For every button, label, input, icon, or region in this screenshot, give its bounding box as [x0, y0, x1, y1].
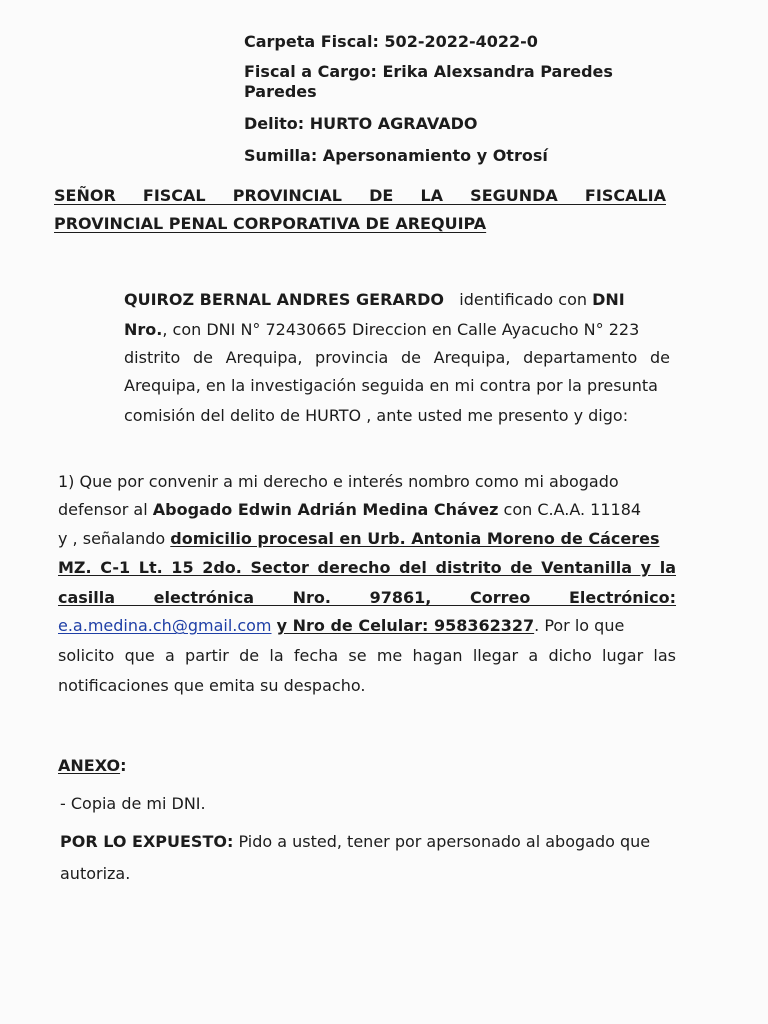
anexo-item: - Copia de mi DNI.	[60, 794, 206, 813]
addressee-line-2: PROVINCIAL PENAL CORPORATIVA DE AREQUIPA	[54, 214, 487, 233]
prosecutor-line-1: Fiscal a Cargo: Erika Alexsandra Paredes	[244, 62, 613, 81]
point1-line-7: solicito que a partir de la fecha se me hagan llegar a dicho lugar las	[58, 646, 676, 665]
intro-line-1: QUIROZ BERNAL ANDRES GERARDO identificado con DNI	[124, 290, 625, 309]
anexo-heading: ANEXO:	[58, 756, 127, 775]
intro-line-2: Nro., con DNI N° 72430665 Direccion en Calle Ayacucho N° 223	[124, 320, 640, 339]
point1-line-6: e.a.medina.ch@gmail.com y Nro de Celular: 958362327. Por lo que	[58, 616, 625, 635]
point1-line-2: defensor al Abogado Edwin Adrián Medina Chávez con C.A.A. 11184	[58, 500, 642, 519]
crime-line: Delito: HURTO AGRAVADO	[244, 114, 478, 133]
client-name: QUIROZ BERNAL ANDRES GERARDO	[124, 290, 444, 309]
intro-line-3: distrito de Arequipa, provincia de Arequipa, departamento de	[124, 348, 670, 367]
point1-line-5: casilla electrónica Nro. 97861, Correo Electrónico:	[58, 588, 676, 607]
summary-line: Sumilla: Apersonamiento y Otrosí	[244, 146, 548, 165]
lawyer-name: Abogado Edwin Adrián Medina Chávez	[152, 500, 499, 519]
email-link[interactable]: e.a.medina.ch@gmail.com	[58, 616, 272, 635]
closing-line-1: POR LO EXPUESTO: Pido a usted, tener por apersonado al abogado que	[60, 832, 651, 851]
point1-line-8: notificaciones que emita su despacho.	[58, 676, 366, 695]
closing-line-2: autoriza.	[60, 864, 131, 883]
point1-line-1: 1) Que por convenir a mi derecho e interés nombro como mi abogado	[58, 472, 619, 491]
intro-line-5: comisión del delito de HURTO , ante usted me presento y digo:	[124, 406, 629, 425]
case-number: Carpeta Fiscal: 502-2022-4022-0	[244, 32, 538, 51]
closing-label: POR LO EXPUESTO:	[60, 832, 234, 851]
prosecutor-line-2: Paredes	[244, 82, 317, 101]
procedural-address: domicilio procesal en Urb. Antonia Moreno de Cáceres	[170, 529, 660, 548]
phone-number: y Nro de Celular: 958362327	[276, 616, 535, 635]
point1-line-3: y , señalando domicilio procesal en Urb. Antonia Moreno de Cáceres	[58, 529, 660, 548]
intro-line-4: Arequipa, en la investigación seguida en mi contra por la presunta	[124, 376, 658, 395]
addressee-line-1: SEÑOR FISCAL PROVINCIAL DE LA SEGUNDA FISCALIA	[54, 186, 666, 205]
point1-line-4: MZ. C-1 Lt. 15 2do. Sector derecho del distrito de Ventanilla y la	[58, 558, 676, 577]
